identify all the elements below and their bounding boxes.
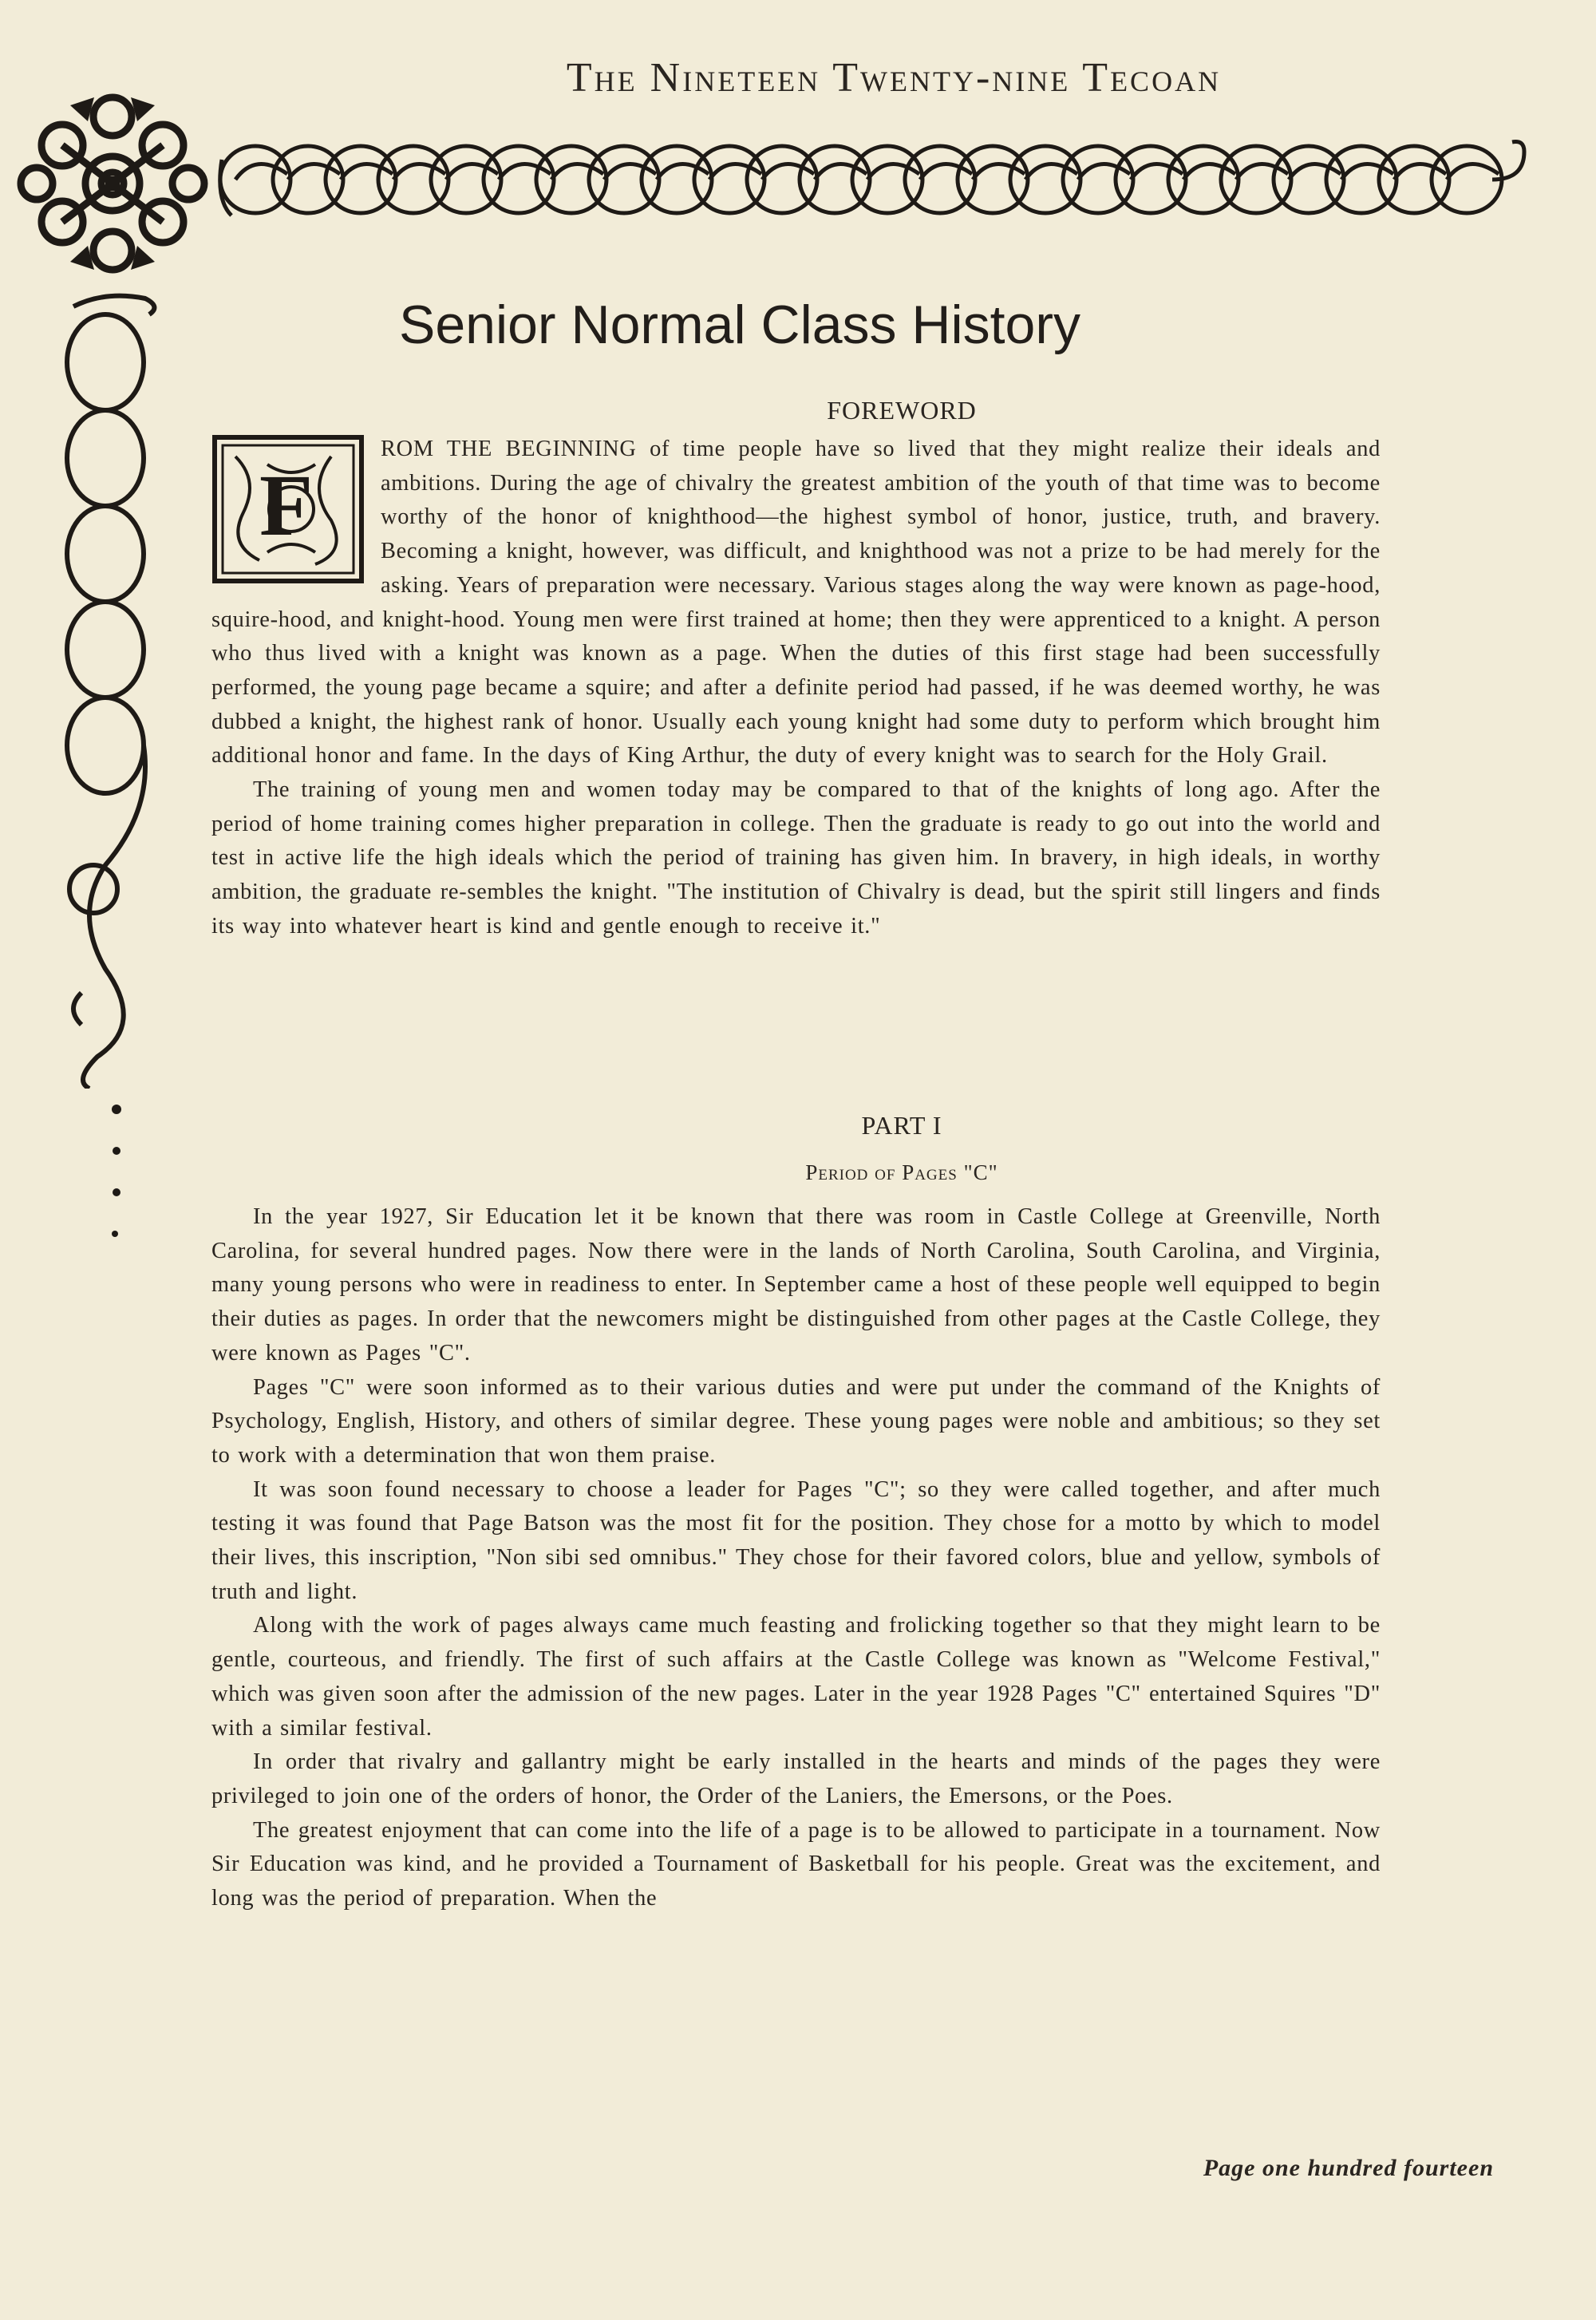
- left-dots-ornament-icon: [110, 1103, 126, 1247]
- left-border-ornament-icon: [57, 290, 177, 1089]
- svg-text:F: F: [259, 456, 314, 554]
- part1-paragraph-5: In order that rivalry and gallantry might be early installed in the hearts and minds of the pages they were privileged to join one of the orders of honor, the Order of the Laniers, the Emersons, or the Poes.: [211, 1749, 1381, 1808]
- part1-text: [211, 1200, 1381, 1916]
- foreword-text: [211, 433, 1381, 944]
- part1-paragraph-3: It was soon found necessary to choose a leader for Pages "C"; so they were called together, and after much testing it was found that Page Batson was the most fit for the position. They chose for a motto by which to model their lives, this inscription, "Non sibi sed omnibus." They chose for their favored colors, blue and yellow, symbols of truth and light.: [211, 1476, 1381, 1604]
- header-border-ornament-icon: [215, 136, 1540, 223]
- foreword-paragraph-1: ROM THE BEGINNING of time people have so lived that they might realize their ideals and ambitions. During the age of chivalry the greatest ambition of the youth of that time was to become worthy of the honor of knighthood—the highest symbol of honor, justice, truth, and bravery. Becoming a knight, however, was difficult, and knighthood was not a prize to be had merely for the asking. Years of preparation were necessary. Various stages along the way were known as page-hood, squire-hood, and knight-hood. Young men were first trained at home; then they were apprenticed to a knight. A person who thus lived with a knight was known as a page. When the duties of this first stage had been successfully performed, the young page became a squire; and after a definite period had passed, if he was deemed worthy, he was dubbed a knight, the highest rank of honor. Usually each young knight had some duty to perform which brought him additional honor and fame. In the days of King Arthur, the duty of every knight was to search for the Holy Grail.: [211, 437, 1381, 769]
- part1-paragraph-2: Pages "C" were soon informed as to their various duties and were put under the command of the Knights of Psychology, English, History, and others of similar degree. These young pages were noble and ambitious; so they set to work with a determination that won them praise.: [211, 1374, 1381, 1468]
- foreword-heading: FOREWORD: [827, 396, 977, 425]
- part-heading: PART I: [861, 1111, 942, 1140]
- part-subheading: Period of Pages "C": [805, 1160, 998, 1184]
- foreword-paragraph-2: The training of young men and women today may be compared to that of the knights of long ago. After the period of home training comes higher preparation in college. Then the graduate is ready to go out into the world and test in active life the high ideals which the period of training has given him. In bravery, in high ideals, in worthy ambition, the graduate re-sembles the knight. "The institution of Chivalry is dead, but the spirit still lingers and finds its way into whatever heart is kind and gentle enough to receive it.": [211, 777, 1381, 939]
- page-title: Senior Normal Class History: [399, 294, 1080, 355]
- page-number: Page one hundred fourteen: [1203, 2155, 1494, 2181]
- dropcap: [211, 433, 381, 599]
- part1-paragraph-1: In the year 1927, Sir Education let it be known that there was room in Castle College at Greenville, North Carolina, for several hundred pages. Now there were in the lands of North Carolina, South Carolina, and Virginia, many young persons who were in readiness to enter. In September came a host of these people well equipped to begin their duties as pages. In order that the newcomers might be distinguished from other pages at the Castle College, they were known as Pages "C".: [211, 1204, 1381, 1366]
- dropcap-f-icon: [211, 433, 366, 592]
- part1-paragraph-6: The greatest enjoyment that can come into the life of a page is to be allowed to participate in a tournament. Now Sir Education was kind, and he provided a Tournament of Basketball for his people. Great was the excitement, and long was the period of preparation. When the: [211, 1817, 1381, 1911]
- part1-paragraph-4: Along with the work of pages always came much feasting and frolicking together so that they might learn to be gentle, courteous, and friendly. The first of such affairs at the Castle College was known as "Welcome Festival," which was given soon after the admission of the new pages. Later in the year 1928 Pages "C" entertained Squires "D" with a similar festival.: [211, 1613, 1381, 1741]
- header-title: The Nineteen Twenty-nine Tecoan: [566, 55, 1222, 101]
- corner-ornament-icon: [14, 89, 211, 278]
